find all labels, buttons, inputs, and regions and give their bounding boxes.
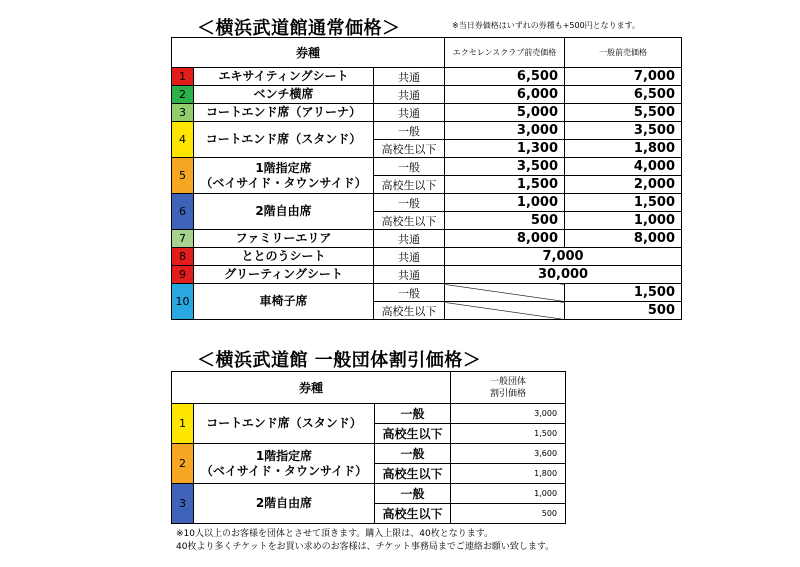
ticket-type: 一般 xyxy=(375,484,451,504)
general-price: 6,500 xyxy=(565,86,682,104)
club-price: 6,500 xyxy=(445,68,565,86)
table-row xyxy=(172,266,682,284)
club-price: 1,000 xyxy=(445,194,565,212)
seat-name: ファミリーエリア xyxy=(194,230,374,248)
ticket-type: 共通 xyxy=(374,248,445,266)
seat-number: 1 xyxy=(172,404,194,444)
group-price-table xyxy=(171,371,566,524)
group-note xyxy=(176,528,554,554)
table-row xyxy=(172,284,682,302)
ticket-type: 一般 xyxy=(374,284,445,302)
group-note-line1: ※10人以上のお客様を団体とさせて頂きます。購入上限は、40枚となります。 xyxy=(176,529,494,539)
seat-name xyxy=(194,158,374,194)
club-price: 3,500 xyxy=(445,158,565,176)
general-price: 2,000 xyxy=(565,176,682,194)
ticket-type: 高校生以下 xyxy=(375,464,451,484)
seat-number: 7 xyxy=(172,230,194,248)
club-price: 3,000 xyxy=(445,122,565,140)
table-row xyxy=(172,86,682,104)
ticket-type: 高校生以下 xyxy=(374,176,445,194)
group-price-title: ＜横浜武道館 一般団体割引価格＞ xyxy=(197,350,482,371)
ticket-type: 高校生以下 xyxy=(375,424,451,444)
ticket-type: 共通 xyxy=(374,266,445,284)
ticket-type: 一般 xyxy=(374,194,445,212)
not-applicable-cell xyxy=(445,302,565,320)
seat-number: 10 xyxy=(172,284,194,320)
header-ticket-type: 券種 xyxy=(172,372,451,404)
seat-name: ベンチ横席 xyxy=(194,86,374,104)
same-day-note: ※当日券価格はいずれの券種も+500円となります。 xyxy=(452,21,641,30)
seat-number: 2 xyxy=(172,444,194,484)
general-price: 3,500 xyxy=(565,122,682,140)
table-row xyxy=(172,248,682,266)
general-price: 1,500 xyxy=(565,284,682,302)
ticket-type: 高校生以下 xyxy=(374,140,445,158)
club-price: 6,000 xyxy=(445,86,565,104)
group-price: 1,800 xyxy=(451,464,566,484)
ticket-type: 共通 xyxy=(374,104,445,122)
seat-name: グリーティングシート xyxy=(194,266,374,284)
general-price: 5,500 xyxy=(565,104,682,122)
seat-number: 8 xyxy=(172,248,194,266)
seat-name: 車椅子席 xyxy=(194,284,374,320)
general-price: 1,000 xyxy=(565,212,682,230)
seat-name: コートエンド席（アリーナ） xyxy=(194,104,374,122)
ticket-type: 共通 xyxy=(374,230,445,248)
club-price: 1,500 xyxy=(445,176,565,194)
ticket-type: 共通 xyxy=(374,86,445,104)
seat-name: 2階自由席 xyxy=(194,194,374,230)
header-ticket-type: 券種 xyxy=(172,38,445,68)
ticket-type: 高校生以下 xyxy=(374,302,445,320)
seat-name xyxy=(194,444,375,484)
header-general-price: 一般前売価格 xyxy=(565,38,682,68)
seat-number: 9 xyxy=(172,266,194,284)
general-price: 1,800 xyxy=(565,140,682,158)
seat-number: 5 xyxy=(172,158,194,194)
seat-name: ととのうシート xyxy=(194,248,374,266)
seat-number: 6 xyxy=(172,194,194,230)
club-price: 8,000 xyxy=(445,230,565,248)
seat-number: 2 xyxy=(172,86,194,104)
header-club-price: エクセレンスクラブ前売価格 xyxy=(445,38,565,68)
ticket-type: 高校生以下 xyxy=(375,504,451,524)
ticket-type: 一般 xyxy=(375,404,451,424)
seat-name-line2: （ベイサイド・タウンサイド） xyxy=(200,175,367,190)
seat-number: 1 xyxy=(172,68,194,86)
ticket-type: 共通 xyxy=(374,68,445,86)
seat-number: 3 xyxy=(172,484,194,524)
general-price: 4,000 xyxy=(565,158,682,176)
header-group-price-line2: 割引価格 xyxy=(490,388,527,399)
ticket-type: 一般 xyxy=(374,122,445,140)
seat-number: 4 xyxy=(172,122,194,158)
ticket-type: 一般 xyxy=(374,158,445,176)
group-price: 1,500 xyxy=(451,424,566,444)
club-price: 1,300 xyxy=(445,140,565,158)
header-group-price xyxy=(451,372,566,404)
group-price: 1,000 xyxy=(451,484,566,504)
not-applicable-cell xyxy=(445,284,565,302)
header-group-price-line1: 一般団体 xyxy=(490,376,527,387)
group-price: 500 xyxy=(451,504,566,524)
table-row xyxy=(172,104,682,122)
table-row xyxy=(172,230,682,248)
seat-name-line1: 1階指定席 xyxy=(255,160,312,175)
seat-number: 3 xyxy=(172,104,194,122)
ticket-type: 一般 xyxy=(375,444,451,464)
general-price: 500 xyxy=(565,302,682,320)
general-price: 1,500 xyxy=(565,194,682,212)
seat-name: エキサイティングシート xyxy=(194,68,374,86)
club-price: 500 xyxy=(445,212,565,230)
table-row xyxy=(172,444,566,464)
table-row xyxy=(172,484,566,504)
regular-price-title: ＜横浜武道館通常価格＞ xyxy=(197,18,401,39)
general-price: 7,000 xyxy=(565,68,682,86)
table-row xyxy=(172,68,682,86)
ticket-type: 高校生以下 xyxy=(374,212,445,230)
club-price: 5,000 xyxy=(445,104,565,122)
seat-name-line1: 1階指定席 xyxy=(255,448,313,463)
table-row xyxy=(172,404,566,424)
seat-name: コートエンド席（スタンド） xyxy=(194,404,375,444)
group-price: 3,600 xyxy=(451,444,566,464)
seat-name: 2階自由席 xyxy=(194,484,375,524)
group-price: 3,000 xyxy=(451,404,566,424)
single-price: 7,000 xyxy=(445,248,682,266)
group-note-line2: 40枚より多くチケットをお買い求めのお客様は、チケット事務局までご連絡お願い致します。 xyxy=(176,542,555,552)
regular-price-table xyxy=(171,37,682,320)
table-row xyxy=(172,194,682,212)
seat-name: コートエンド席（スタンド） xyxy=(194,122,374,158)
single-price: 30,000 xyxy=(445,266,682,284)
seat-name-line2: （ベイサイド・タウンサイド） xyxy=(200,463,368,478)
general-price: 8,000 xyxy=(565,230,682,248)
table-row xyxy=(172,158,682,176)
table-row xyxy=(172,122,682,140)
